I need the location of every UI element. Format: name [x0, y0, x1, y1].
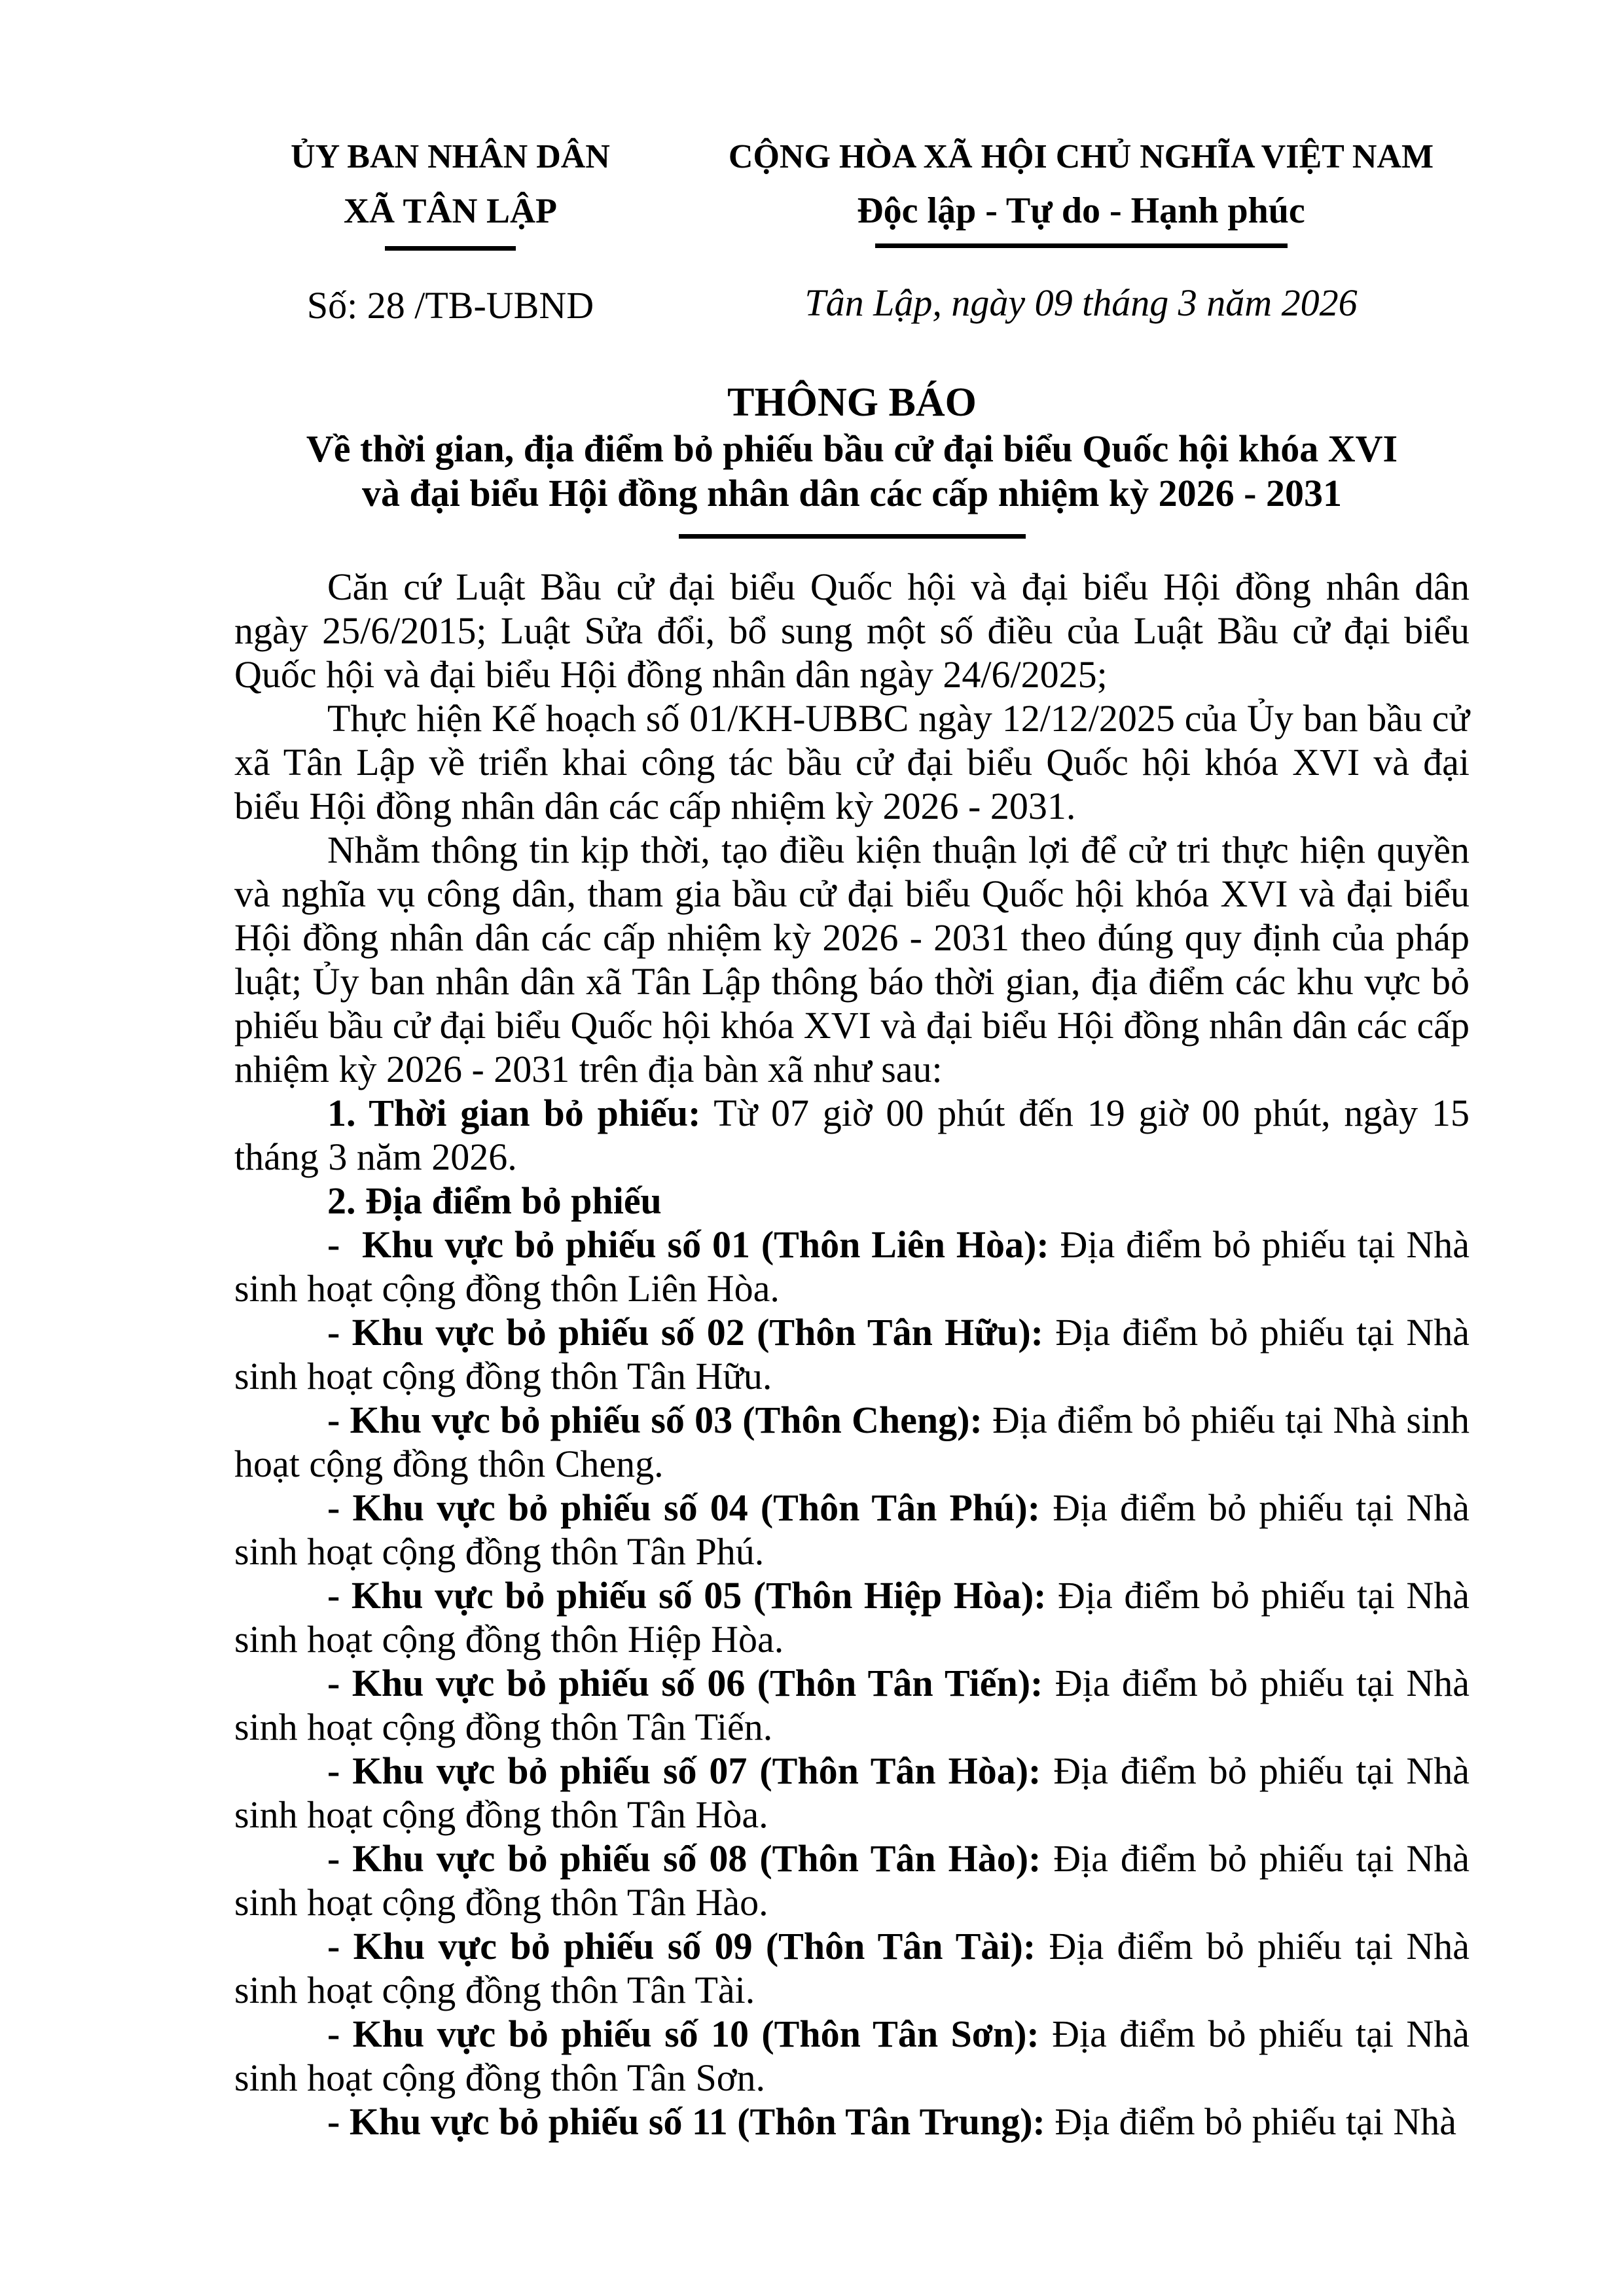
voting-location-heading [234, 1179, 1470, 1223]
purpose-paragraph: Nhằm thông tin kịp thời, tạo điều kiện thuận lợi để cử tri thực hiện quyền và nghĩa vụ công dân, tham gia bầu cử đại biểu Quốc hội khóa XVI và đại biểu Hội đồng nhân dân các cấp nhiệm kỳ 2026 - 2031 theo đúng quy định của pháp luật; Ủy ban nhân dân xã Tân Lập thông báo thời gian, địa điểm các khu vực bỏ phiếu bầu cử đại biểu Quốc hội khóa XVI và đại biểu Hội đồng nhân dân các cấp nhiệm kỳ 2026 - 2031 trên địa bàn xã như sau: [234, 829, 1470, 1090]
document-title-block [234, 378, 1470, 539]
document-subtitle-line2: và đại biểu Hội đồng nhân dân các cấp nhiệm kỳ 2026 - 2031 [361, 472, 1342, 514]
document-subtitle-line1: Về thời gian, địa điểm bỏ phiếu bầu cử đại biểu Quốc hội khóa XVI [306, 427, 1398, 470]
voting-time-section [234, 1091, 1470, 1179]
polling-area-item-03 [234, 1398, 1470, 1486]
polling-area-item-01 [234, 1223, 1470, 1310]
polling-area-07-label: - Khu vực bỏ phiếu số 07 (Thôn Tân Hòa): [327, 1749, 1041, 1792]
polling-area-06-text: Địa điểm bỏ phiếu tại Nhà sinh hoạt cộng đồng thôn Tân Tiến. [234, 1662, 1470, 1748]
agency-underline [385, 246, 516, 251]
agency-parent-name: ỦY BAN NHÂN DÂN [291, 138, 610, 175]
document-header [234, 131, 1470, 327]
motto-underline [875, 243, 1288, 248]
polling-area-05-label: - Khu vực bỏ phiếu số 05 (Thôn Hiệp Hòa): [327, 1574, 1047, 1617]
polling-area-item-08 [234, 1837, 1470, 1924]
plan-reference-paragraph: Thực hiện Kế hoạch số 01/KH-UBBC ngày 12/12/2025 của Ủy ban bầu cử xã Tân Lập về triển khai công tác bầu cử đại biểu Quốc hội khóa XVI và đại biểu Hội đồng nhân dân các cấp nhiệm kỳ 2026 - 2031. [234, 697, 1470, 827]
polling-area-09-text: Địa điểm bỏ phiếu tại Nhà sinh hoạt cộng đồng thôn Tân Tài. [234, 1925, 1470, 2011]
polling-area-07-text: Địa điểm bỏ phiếu tại Nhà sinh hoạt cộng đồng thôn Tân Hòa. [234, 1749, 1470, 1836]
polling-area-08-text: Địa điểm bỏ phiếu tại Nhà sinh hoạt cộng đồng thôn Tân Hào. [234, 1837, 1470, 1924]
national-title: CỘNG HÒA XÃ HỘI CHỦ NGHĨA VIỆT NAM [728, 138, 1434, 175]
polling-area-01-text: Địa điểm bỏ phiếu tại Nhà sinh hoạt cộng đồng thôn Liên Hòa. [234, 1223, 1470, 1310]
issuing-agency-block [234, 131, 666, 327]
polling-area-item-04 [234, 1486, 1470, 1573]
polling-area-04-text: Địa điểm bỏ phiếu tại Nhà sinh hoạt cộng đồng thôn Tân Phú. [234, 1486, 1470, 1573]
title-underline [679, 534, 1026, 539]
voting-time-text: Từ 07 giờ 00 phút đến 19 giờ 00 phút, ngày 15 tháng 3 năm 2026. [234, 1092, 1470, 1178]
document-number: Số: 28 /TB-UBND [306, 284, 594, 327]
polling-area-item-10 [234, 2012, 1470, 2100]
document-type-title: THÔNG BÁO [727, 380, 977, 425]
polling-area-02-label: - Khu vực bỏ phiếu số 02 (Thôn Tân Hữu): [327, 1311, 1043, 1354]
agency-name: XÃ TÂN LẬP [343, 191, 558, 230]
polling-area-item-09 [234, 1924, 1470, 2012]
polling-area-08-label: - Khu vực bỏ phiếu số 08 (Thôn Tân Hào): [327, 1837, 1041, 1880]
polling-area-10-text: Địa điểm bỏ phiếu tại Nhà sinh hoạt cộng đồng thôn Tân Sơn. [234, 2013, 1470, 2099]
polling-area-06-label: - Khu vực bỏ phiếu số 06 (Thôn Tân Tiến): [327, 1662, 1043, 1704]
document-body [234, 565, 1470, 2144]
polling-area-item-02 [234, 1310, 1470, 1398]
voting-location-label: 2. Địa điểm bỏ phiếu [327, 1179, 662, 1222]
polling-area-02-text: Địa điểm bỏ phiếu tại Nhà sinh hoạt cộng đồng thôn Tân Hữu. [234, 1311, 1470, 1397]
national-motto: Độc lập - Tự do - Hạnh phúc [857, 190, 1305, 231]
polling-area-10-label: - Khu vực bỏ phiếu số 10 (Thôn Tân Sơn): [327, 2013, 1039, 2055]
national-motto-block [693, 131, 1470, 325]
legal-basis-paragraph: Căn cứ Luật Bầu cử đại biểu Quốc hội và đại biểu Hội đồng nhân dân ngày 25/6/2015; Luật Sửa đổi, bổ sung một số điều của Luật Bầu cử đại biểu Quốc hội và đại biểu Hội đồng nhân dân ngày 24/6/2025; [234, 565, 1470, 696]
polling-area-11-label: - Khu vực bỏ phiếu số 11 (Thôn Tân Trung): [327, 2100, 1045, 2143]
polling-area-item-06 [234, 1661, 1470, 1749]
polling-area-03-label: - Khu vực bỏ phiếu số 03 (Thôn Cheng): [327, 1399, 983, 1441]
polling-area-11-text: Địa điểm bỏ phiếu tại Nhà [1045, 2100, 1457, 2143]
polling-area-05-text: Địa điểm bỏ phiếu tại Nhà sinh hoạt cộng đồng thôn Hiệp Hòa. [234, 1574, 1470, 1660]
polling-area-item-11 [234, 2100, 1470, 2144]
polling-area-03-text: Địa điểm bỏ phiếu tại Nhà sinh hoạt cộng đồng thôn Cheng. [234, 1399, 1470, 1485]
polling-area-04-label: - Khu vực bỏ phiếu số 04 (Thôn Tân Phú): [327, 1486, 1041, 1529]
polling-area-item-07 [234, 1749, 1470, 1837]
polling-area-09-label: - Khu vực bỏ phiếu số 09 (Thôn Tân Tài): [327, 1925, 1036, 1967]
polling-area-01-label: - Khu vực bỏ phiếu số 01 (Thôn Liên Hòa): [327, 1223, 1049, 1266]
polling-area-item-05 [234, 1573, 1470, 1661]
voting-time-label: 1. Thời gian bỏ phiếu: [327, 1092, 701, 1134]
place-date-line: Tân Lập, ngày 09 tháng 3 năm 2026 [804, 281, 1358, 324]
